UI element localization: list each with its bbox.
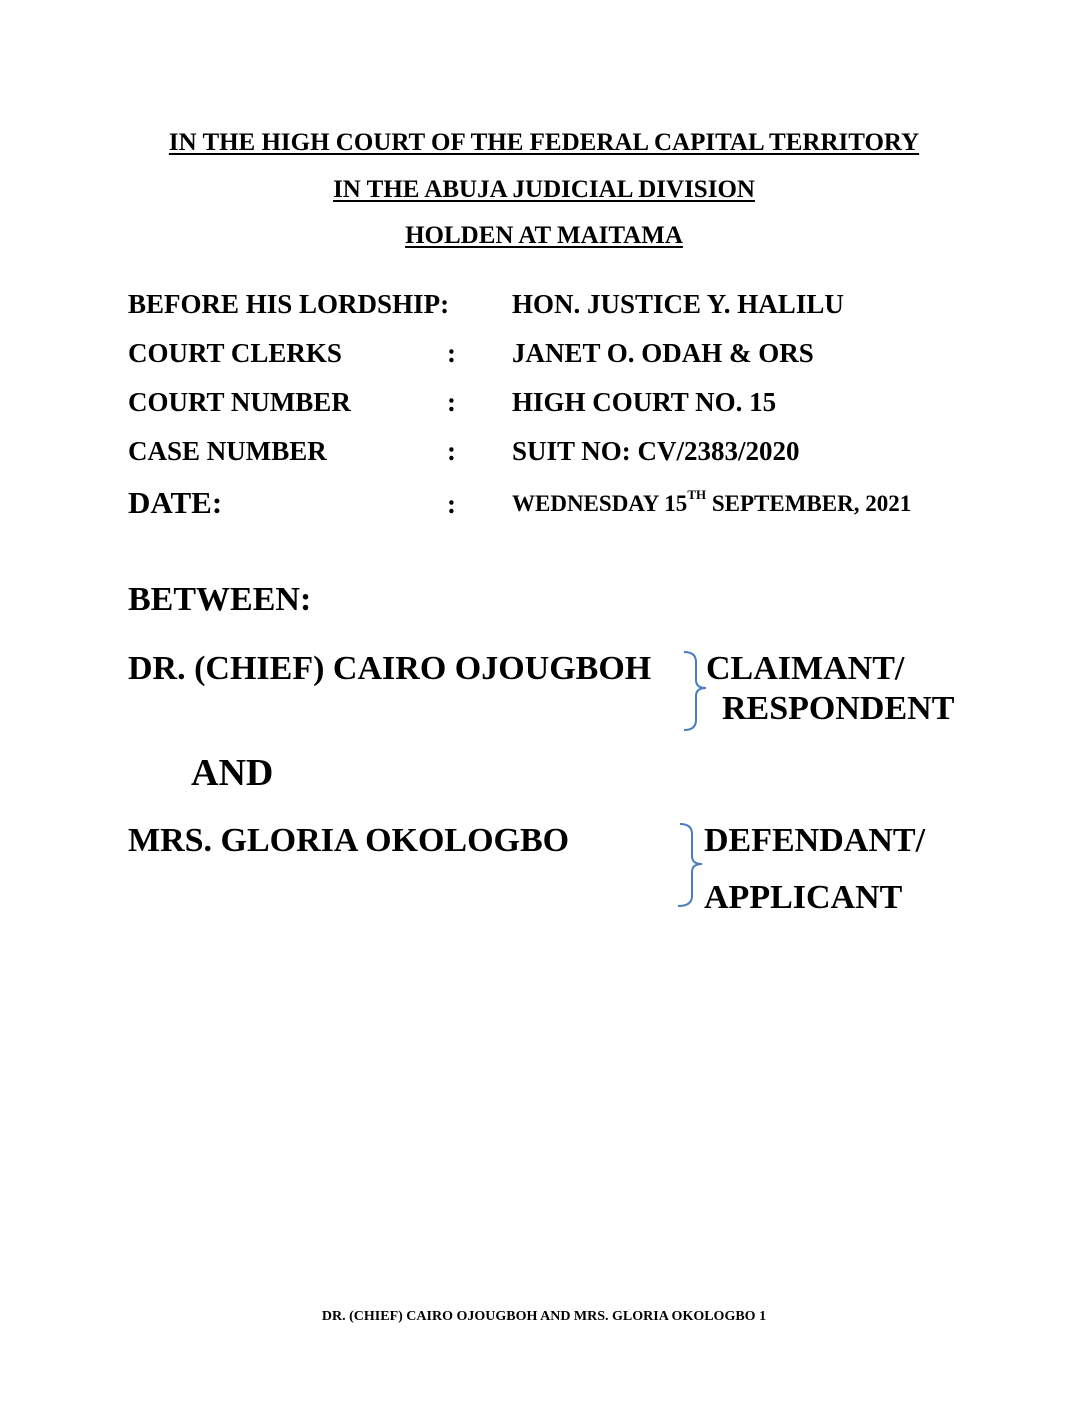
location-title: HOLDEN AT MAITAMA (405, 222, 683, 249)
claimant-role-line2: RESPONDENT (722, 690, 955, 727)
lordship-value: HON. JUSTICE Y. HALILU (512, 289, 844, 319)
court-number-separator: : (447, 387, 456, 417)
date-value (512, 487, 912, 517)
defendant-brace-icon (676, 822, 706, 908)
date-value-day: WEDNESDAY 15 (512, 491, 688, 516)
date-value-month-year: SEPTEMBER, 2021 (706, 491, 912, 516)
case-number-value: SUIT NO: CV/2383/2020 (512, 436, 800, 466)
between-label: BETWEEN: (128, 581, 312, 618)
clerks-separator: : (447, 338, 456, 368)
case-number-separator: : (447, 436, 456, 466)
date-separator: : (447, 489, 456, 519)
defendant-name: MRS. GLORIA OKOLOGBO (128, 822, 570, 859)
court-number-value: HIGH COURT NO. 15 (512, 387, 777, 417)
division-title: IN THE ABUJA JUDICIAL DIVISION (333, 176, 755, 203)
date-label: DATE: (128, 485, 223, 520)
case-number-label: CASE NUMBER (128, 436, 327, 466)
lordship-label: BEFORE HIS LORDSHIP: (128, 289, 450, 319)
clerks-label: COURT CLERKS (128, 338, 342, 368)
clerks-value: JANET O. ODAH & ORS (512, 338, 814, 368)
claimant-name: DR. (CHIEF) CAIRO OJOUGBOH (128, 650, 652, 687)
page-footer: DR. (CHIEF) CAIRO OJOUGBOH AND MRS. GLORIA OKOLOGBO 1 (321, 1309, 767, 1324)
defendant-role-line2: APPLICANT (704, 879, 903, 916)
court-title: IN THE HIGH COURT OF THE FEDERAL CAPITAL TERRITORY (168, 129, 920, 156)
court-number-label: COURT NUMBER (128, 387, 351, 417)
defendant-role-line1: DEFENDANT/ (704, 822, 926, 859)
date-value-sup: TH (687, 487, 707, 502)
claimant-role-line1: CLAIMANT/ (706, 650, 905, 687)
and-label: AND (191, 752, 274, 794)
